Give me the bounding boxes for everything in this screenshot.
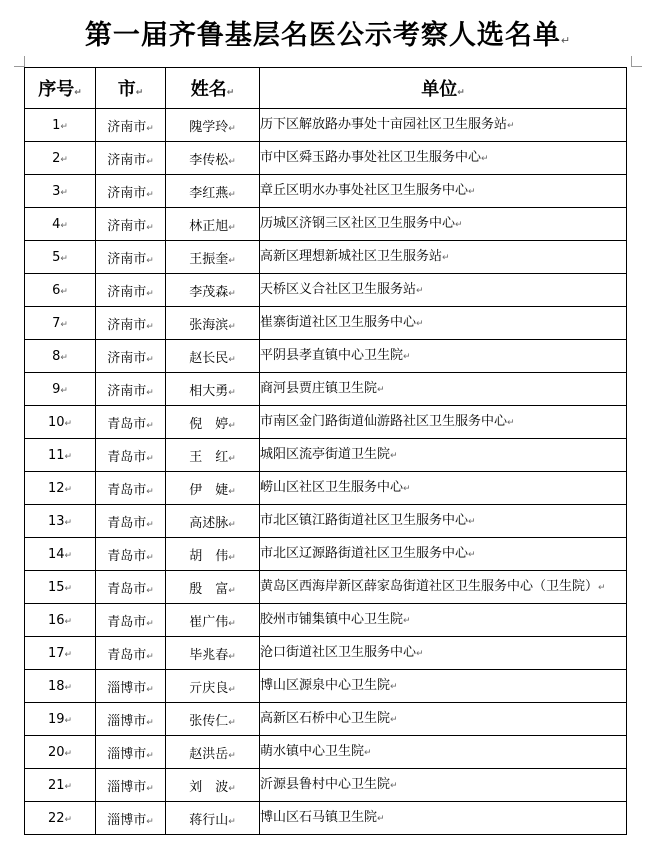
row-name: 相大勇↵ [166,373,260,406]
header-unit: 单位↵ [260,68,627,109]
paragraph-mark: ↵ [228,684,236,695]
row-city: 青岛市↵ [96,505,166,538]
row-number: 7↵ [25,307,96,340]
paragraph-mark: ↵ [481,153,489,164]
paragraph-mark: ↵ [64,583,73,594]
row-number: 21↵ [25,769,96,802]
table-row [25,439,627,472]
row-unit: 沧口街道社区卫生服务中心↵ [260,637,627,670]
row-number: 15↵ [25,571,96,604]
row-unit: 平阴县孝直镇中心卫生院↵ [260,340,627,373]
table-row [25,175,627,208]
row-city: 青岛市↵ [96,472,166,505]
row-name: 李茂森↵ [166,274,260,307]
row-number: 10↵ [25,406,96,439]
paragraph-mark: ↵ [64,451,73,462]
row-name: 李红燕↵ [166,175,260,208]
paragraph-mark: ↵ [507,120,515,131]
row-name: 毕兆春↵ [166,637,260,670]
table-row [25,340,627,373]
row-number: 14↵ [25,538,96,571]
paragraph-mark: ↵ [146,420,154,431]
candidate-table [24,67,627,835]
row-unit: 城阳区流亭街道卫生院↵ [260,439,627,472]
row-unit: 高新区理想新城社区卫生服务站↵ [260,241,627,274]
row-city: 青岛市↵ [96,571,166,604]
row-city: 济南市↵ [96,340,166,373]
row-number: 17↵ [25,637,96,670]
paragraph-mark: ↵ [228,519,236,530]
row-city: 济南市↵ [96,241,166,274]
table-row [25,703,627,736]
row-unit: 萌水镇中心卫生院↵ [260,736,627,769]
paragraph-mark: ↵ [146,123,154,134]
paragraph-mark: ↵ [64,484,73,495]
table-row [25,769,627,802]
paragraph-mark: ↵ [60,286,68,297]
row-city: 济南市↵ [96,208,166,241]
paragraph-mark: ↵ [228,618,236,629]
paragraph-mark: ↵ [228,354,236,365]
row-name: 殷 富↵ [166,571,260,604]
table-row [25,637,627,670]
paragraph-mark: ↵ [60,154,68,165]
row-name: 伊 婕↵ [166,472,260,505]
row-name: 李传松↵ [166,142,260,175]
table-row [25,406,627,439]
paragraph-mark: ↵ [64,418,73,429]
paragraph-mark: ↵ [228,123,236,134]
paragraph-mark: ↵ [228,816,236,827]
row-name: 林正旭↵ [166,208,260,241]
paragraph-mark: ↵ [60,253,68,264]
table-row [25,208,627,241]
row-name: 高述脉↵ [166,505,260,538]
document-title-text: 第一届齐鲁基层名医公示考察人选名单 [84,20,561,51]
row-number: 1↵ [25,109,96,142]
row-city: 青岛市↵ [96,439,166,472]
paragraph-mark: ↵ [228,750,236,761]
paragraph-mark: ↵ [228,453,236,464]
paragraph-mark: ↵ [64,715,73,726]
table-row [25,802,627,835]
table-row [25,109,627,142]
paragraph-mark: ↵ [228,420,236,431]
paragraph-mark: ↵ [60,352,68,363]
paragraph-mark: ↵ [60,187,68,198]
row-unit: 博山区源泉中心卫生院↵ [260,670,627,703]
table-header-row [25,68,627,109]
row-number: 18↵ [25,670,96,703]
row-unit: 市北区辽源路街道社区卫生服务中心↵ [260,538,627,571]
paragraph-mark: ↵ [377,813,385,824]
row-city: 青岛市↵ [96,406,166,439]
paragraph-mark: ↵ [468,516,476,527]
row-number: 20↵ [25,736,96,769]
paragraph-mark: ↵ [228,585,236,596]
row-number: 22↵ [25,802,96,835]
row-unit: 崂山区社区卫生服务中心↵ [260,472,627,505]
row-unit: 胶州市铺集镇中心卫生院↵ [260,604,627,637]
paragraph-mark: ↵ [60,319,68,330]
header-no: 序号↵ [25,68,96,109]
paragraph-mark: ↵ [228,717,236,728]
paragraph-mark: ↵ [60,385,68,396]
paragraph-mark: ↵ [403,615,411,626]
paragraph-mark: ↵ [146,486,154,497]
row-name: 蒋行山↵ [166,802,260,835]
paragraph-mark: ↵ [64,550,73,561]
row-number: 9↵ [25,373,96,406]
paragraph-mark: ↵ [228,387,236,398]
paragraph-mark: ↵ [146,618,154,629]
paragraph-mark: ↵ [64,649,73,660]
paragraph-mark: ↵ [146,189,154,200]
document-title [0,16,656,61]
paragraph-mark: ↵ [468,549,476,560]
row-city: 济南市↵ [96,142,166,175]
paragraph-mark: ↵ [64,616,73,627]
paragraph-mark: ↵ [64,781,73,792]
paragraph-mark: ↵ [228,288,236,299]
paragraph-mark: ↵ [146,816,154,827]
paragraph-mark: ↵ [364,747,372,758]
row-city: 济南市↵ [96,109,166,142]
paragraph-mark: ↵ [442,252,450,263]
row-name: 隗学玲↵ [166,109,260,142]
row-name: 崔广伟↵ [166,604,260,637]
row-unit: 崔寨街道社区卫生服务中心↵ [260,307,627,340]
row-name: 王 红↵ [166,439,260,472]
table-row [25,538,627,571]
table-row [25,373,627,406]
row-city: 济南市↵ [96,373,166,406]
paragraph-mark: ↵ [64,517,73,528]
row-unit: 章丘区明水办事处社区卫生服务中心↵ [260,175,627,208]
row-name: 倪 婷↵ [166,406,260,439]
table-row [25,670,627,703]
row-number: 8↵ [25,340,96,373]
row-city: 淄博市↵ [96,703,166,736]
paragraph-mark: ↵ [403,351,411,362]
row-city: 淄博市↵ [96,769,166,802]
row-number: 13↵ [25,505,96,538]
paragraph-mark: ↵ [228,486,236,497]
row-name: 王振奎↵ [166,241,260,274]
paragraph-mark: ↵ [64,682,73,693]
paragraph-mark: ↵ [146,255,154,266]
paragraph-mark: ↵ [560,34,572,47]
row-city: 济南市↵ [96,307,166,340]
paragraph-mark: ↵ [146,387,154,398]
table-row [25,472,627,505]
row-unit: 历下区解放路办事处十亩园社区卫生服务站↵ [260,109,627,142]
row-name: 张传仁↵ [166,703,260,736]
paragraph-mark: ↵ [416,285,424,296]
table-row [25,142,627,175]
table-row [25,736,627,769]
row-unit: 商河县贾庄镇卫生院↵ [260,373,627,406]
paragraph-mark: ↵ [416,318,424,329]
paragraph-mark: ↵ [146,156,154,167]
row-number: 16↵ [25,604,96,637]
row-name: 赵洪岳↵ [166,736,260,769]
row-unit: 沂源县鲁村中心卫生院↵ [260,769,627,802]
paragraph-mark: ↵ [60,220,68,231]
row-unit: 博山区石马镇卫生院↵ [260,802,627,835]
row-city: 青岛市↵ [96,538,166,571]
row-city: 济南市↵ [96,274,166,307]
paragraph-mark: ↵ [146,684,154,695]
row-unit: 黄岛区西海岸新区薛家岛街道社区卫生服务中心（卫生院）↵ [260,571,627,604]
paragraph-mark: ↵ [228,255,236,266]
table-row [25,604,627,637]
row-unit: 天桥区义合社区卫生服务站↵ [260,274,627,307]
row-number: 6↵ [25,274,96,307]
row-city: 青岛市↵ [96,604,166,637]
paragraph-mark: ↵ [228,156,236,167]
row-name: 胡 伟↵ [166,538,260,571]
paragraph-mark: ↵ [403,483,411,494]
row-unit: 市南区金门路街道仙游路社区卫生服务中心↵ [260,406,627,439]
paragraph-mark: ↵ [146,717,154,728]
paragraph-mark: ↵ [146,222,154,233]
row-city: 济南市↵ [96,175,166,208]
header-name: 姓名↵ [166,68,260,109]
row-number: 5↵ [25,241,96,274]
row-unit: 高新区石桥中心卫生院↵ [260,703,627,736]
paragraph-mark: ↵ [60,121,68,132]
paragraph-mark: ↵ [598,582,606,593]
paragraph-mark: ↵ [64,748,73,759]
table-row [25,505,627,538]
row-city: 淄博市↵ [96,736,166,769]
row-number: 4↵ [25,208,96,241]
paragraph-mark: ↵ [146,321,154,332]
paragraph-mark: ↵ [146,552,154,563]
paragraph-mark: ↵ [64,814,73,825]
paragraph-mark: ↵ [390,780,398,791]
paragraph-mark: ↵ [146,651,154,662]
paragraph-mark: ↵ [416,648,424,659]
row-number: 19↵ [25,703,96,736]
paragraph-mark: ↵ [228,552,236,563]
paragraph-mark: ↵ [228,651,236,662]
paragraph-mark: ↵ [146,288,154,299]
row-number: 3↵ [25,175,96,208]
row-name: 亓庆良↵ [166,670,260,703]
paragraph-mark: ↵ [377,384,385,395]
paragraph-mark: ↵ [507,417,515,428]
paragraph-mark: ↵ [390,714,398,725]
paragraph-mark: ↵ [146,519,154,530]
paragraph-mark: ↵ [228,222,236,233]
paragraph-mark: ↵ [146,783,154,794]
row-number: 2↵ [25,142,96,175]
paragraph-mark: ↵ [228,189,236,200]
paragraph-mark: ↵ [228,321,236,332]
paragraph-mark: ↵ [146,585,154,596]
row-city: 青岛市↵ [96,637,166,670]
paragraph-mark: ↵ [468,186,476,197]
paragraph-mark: ↵ [228,783,236,794]
row-unit: 市中区舜玉路办事处社区卫生服务中心↵ [260,142,627,175]
row-number: 11↵ [25,439,96,472]
table-row [25,307,627,340]
row-name: 刘 波↵ [166,769,260,802]
paragraph-mark: ↵ [390,450,398,461]
row-city: 淄博市↵ [96,670,166,703]
table-row [25,241,627,274]
row-unit: 历城区济钢三区社区卫生服务中心↵ [260,208,627,241]
row-number: 12↵ [25,472,96,505]
table-row [25,274,627,307]
header-city: 市↵ [96,68,166,109]
row-unit: 市北区镇江路街道社区卫生服务中心↵ [260,505,627,538]
paragraph-mark: ↵ [455,219,463,230]
row-city: 淄博市↵ [96,802,166,835]
paragraph-mark: ↵ [146,354,154,365]
paragraph-mark: ↵ [390,681,398,692]
paragraph-mark: ↵ [146,750,154,761]
row-name: 赵长民↵ [166,340,260,373]
table-row [25,571,627,604]
paragraph-mark: ↵ [146,453,154,464]
row-name: 张海滨↵ [166,307,260,340]
